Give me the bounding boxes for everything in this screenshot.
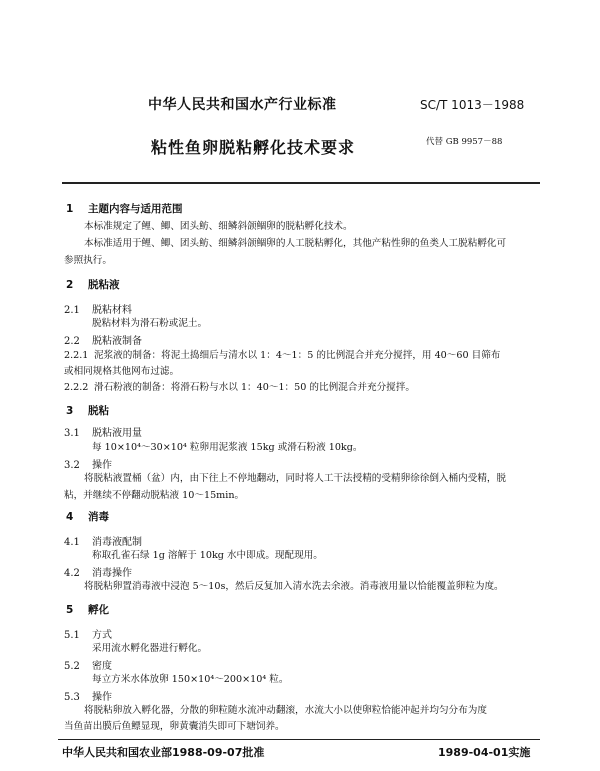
section-2-2-2-text: 2.2.2 滑石粉液的制备：将滑石粉与水以 1：40～1：50 的比例混合并充分搅拌。 (64, 382, 415, 393)
replaces-note: 代替 GB 9957－88 (426, 137, 503, 147)
section-5-1-heading: 5.1 方式 (64, 630, 112, 641)
section-5-heading: 5 孵化 (66, 604, 109, 616)
section-2-2-heading: 2.2 脱粘液制备 (64, 336, 142, 347)
section-1-heading: 1 主题内容与适用范围 (66, 203, 183, 215)
section-5-3-heading: 5.3 操作 (64, 692, 112, 703)
section-2-2-1-text-b: 或相同规格其他网布过滤。 (64, 366, 180, 377)
implementation-date: 1989-04-01实施 (438, 746, 531, 759)
section-3-2-text-a: 将脱粘液置桶（盆）内，由下往上不停地翻动，同时将人工干法授精的受精卵徐徐倒入桶内受精，脱 (84, 473, 507, 484)
section-1-paragraph-2b: 参照执行。 (64, 255, 112, 266)
document-title: 粘性鱼卵脱粘孵化技术要求 (151, 138, 356, 157)
section-4-2-heading: 4.2 消毒操作 (64, 568, 132, 579)
section-4-heading: 4 消毒 (66, 511, 109, 523)
section-5-2-text: 每立方米水体放卵 150×10⁴～200×10⁴ 粒。 (92, 674, 289, 685)
section-4-1-text: 称取孔雀石绿 1g 溶解于 10kg 水中即成。现配现用。 (92, 550, 323, 561)
section-4-2-text: 将脱粘卵置消毒液中浸泡 5～10s，然后反复加入清水洗去余液。消毒液用量以恰能覆盖卵粒为度。 (84, 581, 504, 592)
section-5-3-text-b: 当鱼苗出膜后鱼鳔显现，卵黄囊消失即可下塘饲养。 (64, 721, 285, 732)
section-2-1-text: 脱粘材料为滑石粉或泥土。 (92, 318, 208, 329)
section-1-paragraph-2a: 本标准适用于鲤、鲫、团头鲂、细鳞斜颌鲴卵的人工脱粘孵化，其他产粘性卵的鱼类人工脱粘孵化可 (84, 238, 507, 249)
header-divider (62, 182, 540, 184)
section-5-1-text: 采用流水孵化器进行孵化。 (92, 643, 208, 654)
footer-divider (58, 739, 540, 740)
section-2-2-1-text-a: 2.2.1 泥浆液的制备：将泥土捣细后与清水以 1：4～1：5 的比例混合并充分搅拌，用 40～60 目筛布 (64, 350, 501, 361)
section-5-2-heading: 5.2 密度 (64, 661, 112, 672)
standard-category: 中华人民共和国水产行业标准 (148, 97, 337, 113)
standard-code: SC/T 1013－1988 (420, 98, 525, 112)
section-1-paragraph-1: 本标准规定了鲤、鲫、团头鲂、细鳞斜颌鲴卵的脱粘孵化技术。 (84, 221, 353, 232)
section-5-3-text-a: 将脱粘卵放入孵化器，分散的卵粒随水流冲动翻滚，水流大小以使卵粒恰能冲起并均匀分布为度 (84, 705, 487, 716)
section-3-heading: 3 脱粘 (66, 405, 109, 417)
section-3-1-text: 每 10×10⁴～30×10⁴ 粒卵用泥浆液 15kg 或滑石粉液 10kg。 (92, 442, 363, 453)
section-2-1-heading: 2.1 脱粘材料 (64, 305, 132, 316)
section-3-2-heading: 3.2 操作 (64, 460, 112, 471)
section-4-1-heading: 4.1 消毒液配制 (64, 537, 142, 548)
approval-note: 中华人民共和国农业部1988-09-07批准 (62, 746, 265, 759)
section-2-heading: 2 脱粘液 (66, 279, 120, 291)
section-3-1-heading: 3.1 脱粘液用量 (64, 428, 142, 439)
section-3-2-text-b: 粘，并继续不停翻动脱粘液 10～15min。 (64, 490, 245, 501)
